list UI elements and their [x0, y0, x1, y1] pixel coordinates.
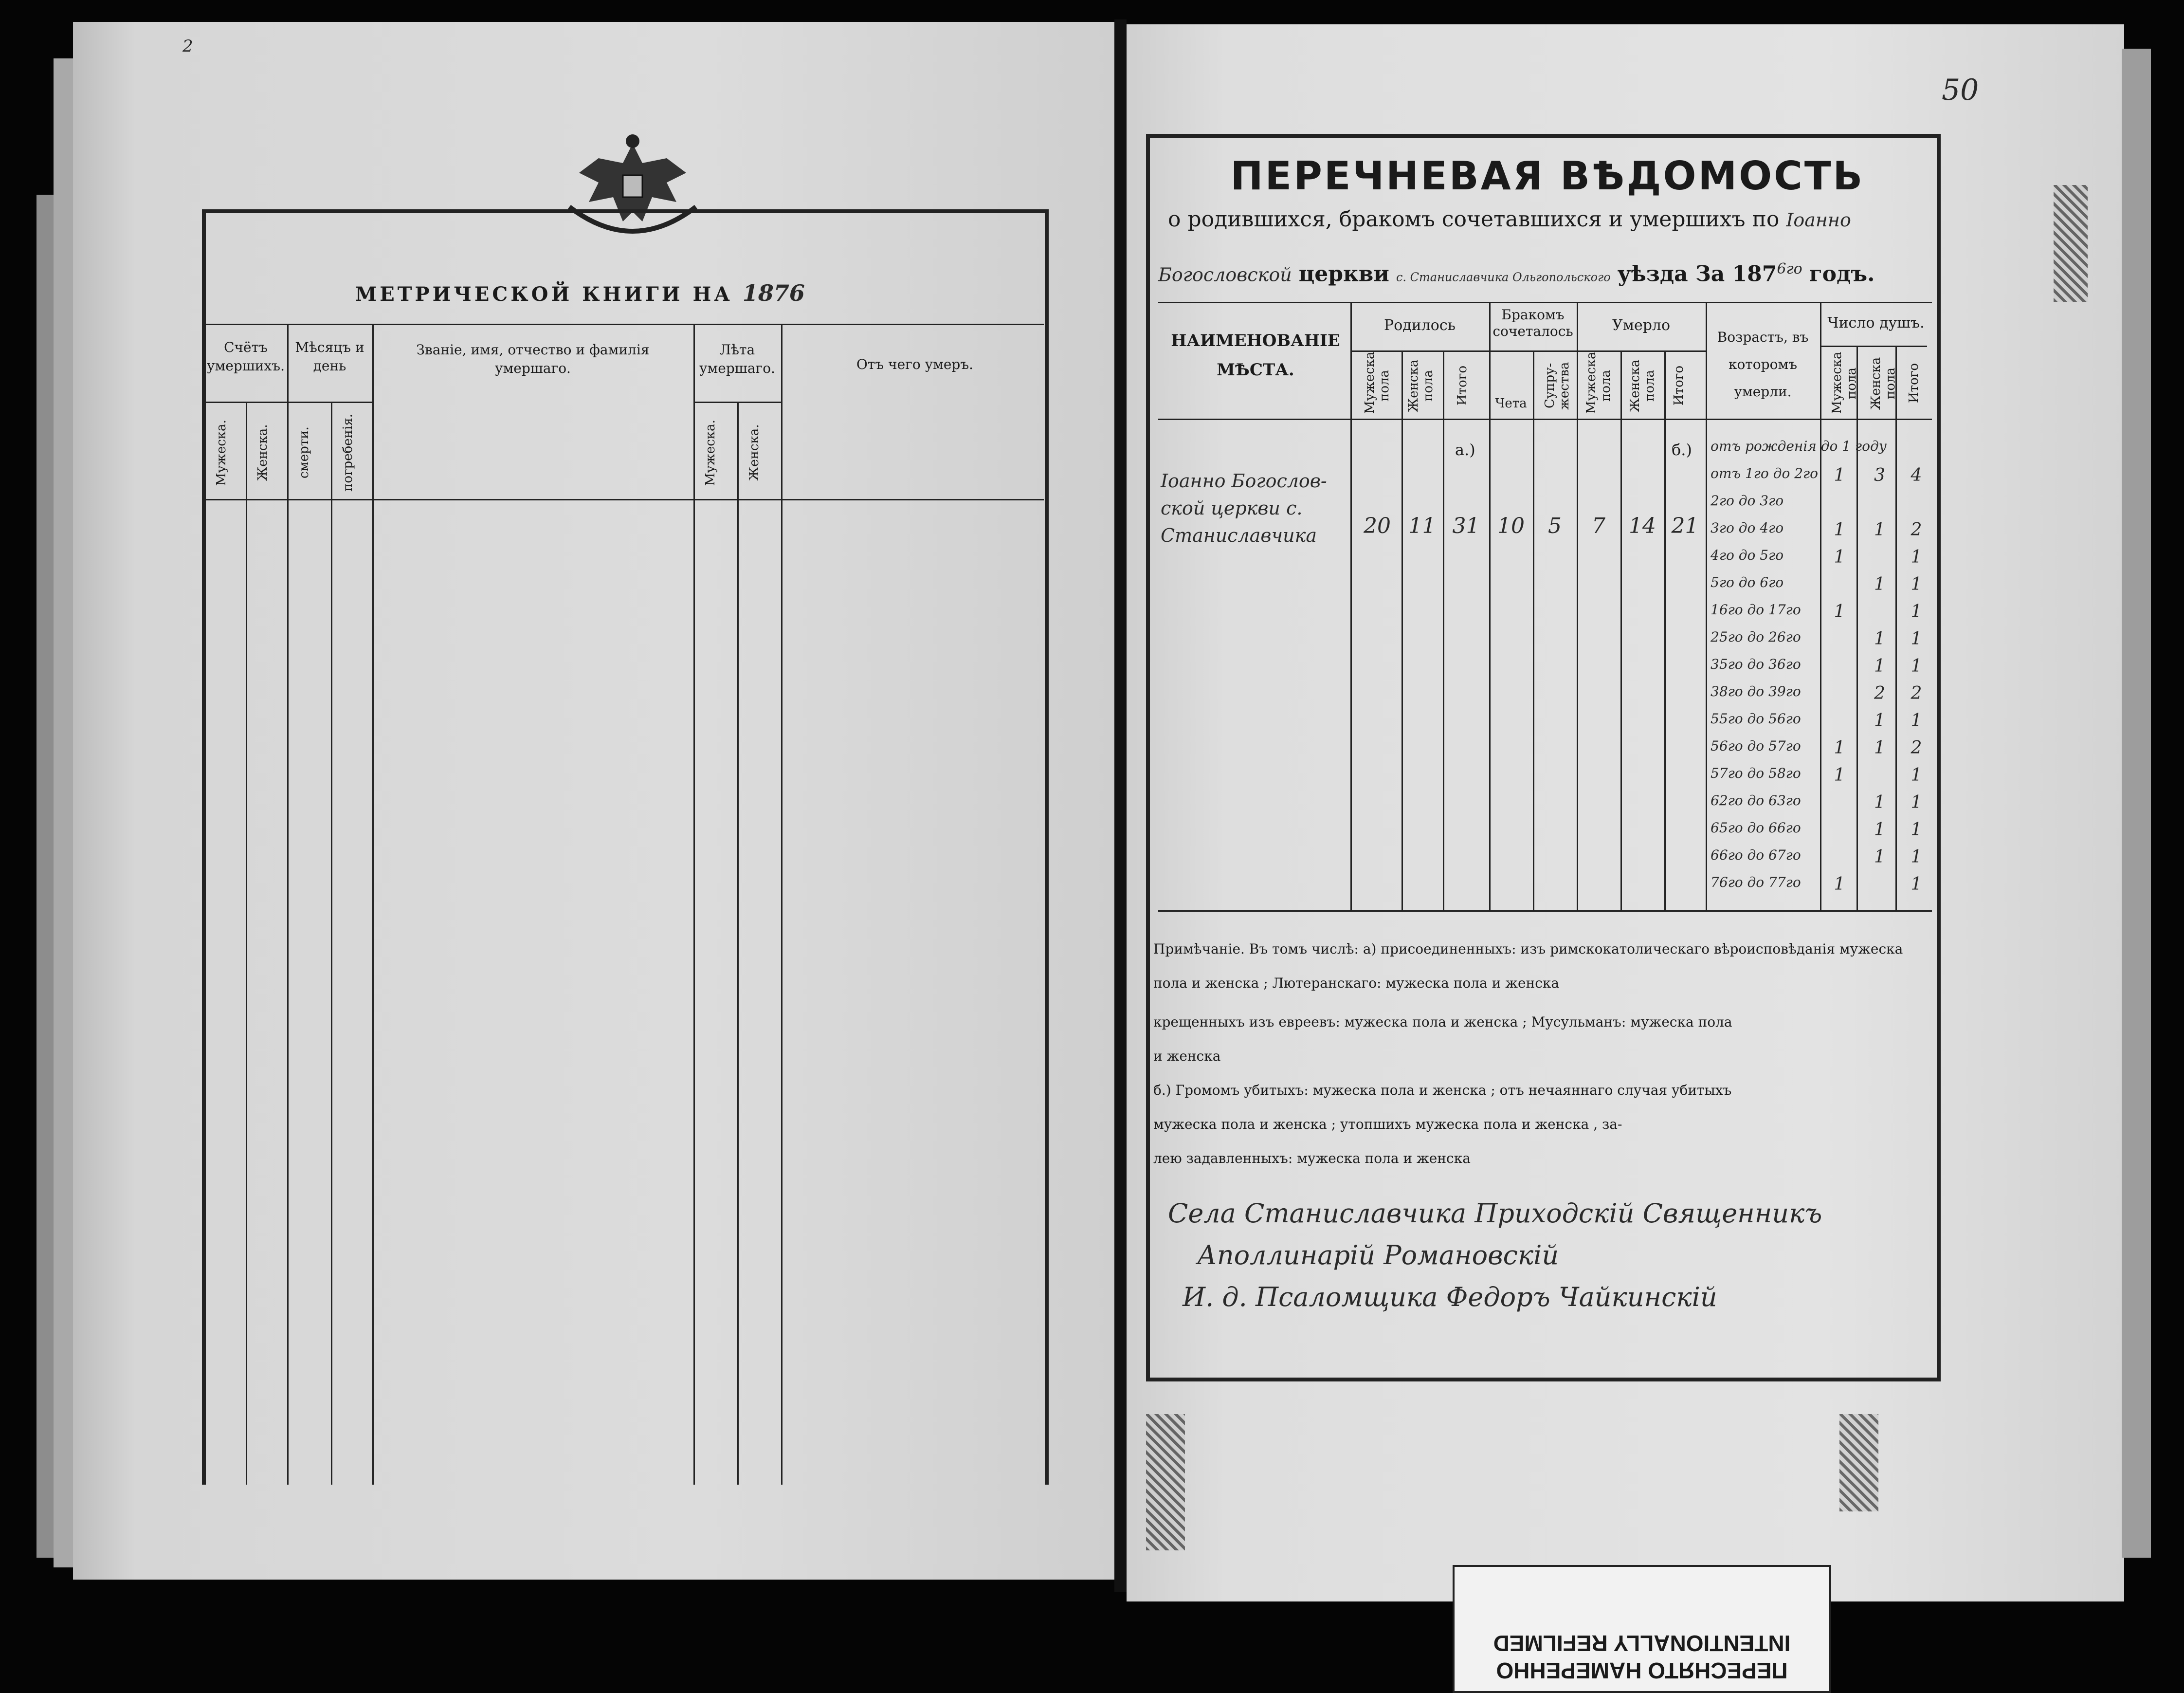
left-col-count: Счётъ умершихъ.: [207, 339, 285, 374]
left-col-div-3: [693, 324, 695, 1485]
left-col-cause: Отъ чего умеръ.: [856, 356, 974, 372]
ornament-right: [1839, 1414, 1878, 1511]
age-row-age: 62го до 63го: [1711, 792, 1801, 809]
entry-died-total: 21: [1671, 514, 1699, 538]
age-row-age: 35го до 36го: [1711, 656, 1801, 672]
right-col-div-m1: [1533, 350, 1534, 910]
left-page: [73, 22, 1114, 1580]
age-row: [1706, 760, 1932, 788]
right-subtitle-hand: Іоанно: [1786, 209, 1851, 231]
left-col-div-1: [287, 324, 289, 1485]
right-subtitle-printed: о родившихся, бракомъ сочетавшихся и умершихъ по: [1168, 207, 1780, 232]
col-souls-total: Итого: [1907, 363, 1921, 404]
notes-line-5: б.) Громомъ убитыхъ: мужеска пола и женска ; отъ нечаяннаго случая убитыхъ: [1153, 1082, 1732, 1098]
age-row-total: 1: [1911, 656, 1922, 676]
age-row-total: 1: [1911, 792, 1922, 812]
left-frame-left: [202, 209, 206, 1485]
stamp-line-2: INTENTIONALLY REFILMED: [1493, 1631, 1791, 1656]
notes-line-1: Примѣчаніе. Въ томъ числѣ: а) присоединенныхъ: изъ римскокатолическаго вѣроисповѣданія мужеска: [1153, 941, 1903, 957]
age-row-female: 1: [1874, 629, 1885, 649]
left-col-month-day: Мѣсяцъ и день: [295, 339, 364, 374]
age-row-female: 1: [1874, 711, 1885, 731]
right-col-div-place: [1350, 302, 1352, 910]
entry-spouses: 5: [1548, 514, 1562, 538]
age-row-age: 2го до 3го: [1711, 493, 1784, 509]
church-name-hand: Богословской: [1158, 264, 1292, 286]
left-frame-right: [1045, 209, 1049, 1485]
left-col-age-male: Мужеска.: [703, 420, 718, 486]
right-subtitle-line2: [1158, 260, 1937, 287]
age-row-age: 65го до 66го: [1711, 820, 1801, 836]
age-row-female: 1: [1874, 792, 1885, 812]
right-col-div-born: [1489, 302, 1491, 910]
right-col-div-married: [1577, 302, 1578, 910]
left-col-div-2: [372, 324, 374, 1485]
stamp-line-1: ПЕРЕСНЯТО НАМЕРЕННО: [1496, 1658, 1788, 1683]
notes-line-3: крещенныхъ изъ евреевъ: мужеска пола и женска ; Мусульманъ: мужеска пола: [1153, 1014, 1732, 1030]
age-row-female: 1: [1874, 574, 1885, 594]
signature-line-1: Села Станиславчика Приходскій Священникъ: [1168, 1198, 1822, 1229]
age-row-total: 1: [1911, 574, 1922, 594]
age-row-total: 2: [1911, 683, 1922, 703]
left-col-div-4: [781, 324, 783, 1485]
age-row-total: 2: [1911, 738, 1922, 758]
left-col-burial: погребенія.: [341, 414, 355, 492]
age-row: [1706, 515, 1932, 542]
right-col-div-b2: [1443, 350, 1444, 910]
left-col-female: Женска.: [255, 424, 270, 481]
age-row: [1706, 624, 1932, 651]
age-row: [1706, 869, 1932, 897]
col-born-male: Мужеска пола: [1363, 351, 1392, 414]
left-col-age-female: Женска.: [747, 424, 762, 481]
col-born-female: Женска пола: [1406, 359, 1436, 412]
age-row-total: 1: [1911, 847, 1922, 867]
col-born-total: Итого: [1455, 366, 1470, 406]
entry-born-female: 11: [1408, 514, 1436, 538]
uezd-hand: с. Станиславчика Ольгопольского: [1396, 270, 1611, 284]
age-row-age: 55го до 56го: [1711, 711, 1801, 727]
age-row-male: 1: [1834, 738, 1845, 758]
right-table-bottom-line: [1158, 910, 1932, 912]
age-row: [1706, 570, 1932, 597]
col-spouses: Супру-жества: [1543, 362, 1572, 410]
left-frame-top: [202, 209, 1049, 213]
notes-line-2: пола и женска ; Лютеранскаго: мужеска пола и женска: [1153, 975, 1560, 991]
left-col-death: смерти.: [297, 426, 311, 479]
uezd-printed: уѣзда За 187: [1617, 261, 1777, 287]
age-row-age: отъ рожденія до 1 году: [1711, 438, 1887, 454]
notes-line-6: мужеска пола и женска ; утопшихъ мужеска пола и женска , за-: [1153, 1116, 1622, 1132]
entry-died-male: 7: [1592, 514, 1605, 538]
age-row-female: 1: [1874, 738, 1885, 758]
col-couples: Чета: [1495, 396, 1527, 411]
year-printed-end: годъ.: [1809, 261, 1875, 287]
age-row-age: отъ 1го до 2го: [1711, 465, 1819, 481]
age-row: [1706, 542, 1932, 570]
left-col-div-2a: [331, 402, 332, 1485]
age-row-total: 4: [1911, 465, 1922, 485]
right-frame-right: [1937, 134, 1941, 1380]
age-row-age: 5го до 6го: [1711, 574, 1784, 590]
left-table-top-line: [204, 324, 1044, 325]
notes: [1153, 932, 1932, 1176]
age-row-age: 57го до 58го: [1711, 765, 1801, 781]
age-row: [1706, 842, 1932, 869]
age-row-total: 1: [1911, 765, 1922, 785]
right-col-div-b1: [1401, 350, 1403, 910]
left-col-div-1a: [246, 402, 247, 1485]
book-gutter: [1114, 19, 1127, 1592]
age-row-male: 1: [1834, 874, 1845, 894]
refilmed-stamp: [1453, 1565, 1831, 1693]
right-frame-left: [1146, 134, 1150, 1380]
age-row: [1706, 597, 1932, 624]
entry-place: Іоанно Богослов-ской церкви с. Станиславчика: [1161, 470, 1327, 546]
right-col-div-d1: [1620, 350, 1622, 910]
right-page-edge: [2122, 49, 2151, 1558]
col-souls-female: Женска пола: [1869, 357, 1898, 410]
left-header-bottom-line: [204, 499, 1044, 500]
notes-line-7: лею задавленныхъ: мужеска пола и женска: [1153, 1150, 1471, 1166]
age-row-age: 3го до 4го: [1711, 520, 1784, 536]
col-souls: Число душъ.: [1827, 314, 1925, 331]
col-place: НАИМЕНОВАНІЕ МѢСТА.: [1171, 331, 1340, 380]
age-rows: [1706, 433, 1932, 897]
age-row-age: 66го до 67го: [1711, 847, 1801, 863]
right-col-div-d2: [1664, 350, 1666, 910]
age-row-female: 3: [1874, 465, 1885, 485]
left-col-name: Званіе, имя, отчество и фамилія умершаго.: [416, 342, 650, 376]
left-col-male: Мужеска.: [214, 420, 229, 486]
right-page-number: 50: [1942, 73, 1979, 107]
left-col-age: Лѣта умершаго.: [699, 342, 775, 376]
signatures: [1168, 1193, 1927, 1318]
mark-a: а.): [1455, 441, 1475, 459]
age-row: [1706, 651, 1932, 679]
col-married: Бракомъ сочеталось: [1492, 307, 1573, 339]
right-subheader-line: [1350, 350, 1706, 352]
age-row-male: 1: [1834, 520, 1845, 540]
age-row-total: 1: [1911, 874, 1922, 894]
age-row-age: 76го до 77го: [1711, 874, 1801, 890]
age-row-age: 56го до 57го: [1711, 738, 1801, 754]
right-header-bottom-line: [1158, 419, 1932, 420]
right-table-top-line: [1158, 302, 1932, 303]
col-age: Возрастъ, въ которомъ умерли.: [1717, 329, 1809, 400]
age-row-total: 1: [1911, 629, 1922, 649]
imperial-eagle-emblem-icon: [550, 129, 715, 251]
age-row-total: 2: [1911, 520, 1922, 540]
entry-born-male: 20: [1364, 514, 1391, 538]
col-died-male: Мужеска пола: [1584, 351, 1613, 414]
age-row-male: 1: [1834, 765, 1845, 785]
age-row-total: 1: [1911, 602, 1922, 622]
age-row-age: 25го до 26го: [1711, 629, 1801, 645]
age-row-total: 1: [1911, 547, 1922, 567]
left-col-div-3a: [737, 402, 739, 1485]
age-row: [1706, 788, 1932, 815]
age-row: [1706, 733, 1932, 760]
entry-died-female: 14: [1629, 514, 1656, 538]
left-header-year: 1876: [742, 280, 805, 306]
souls-subheader-line: [1820, 346, 1927, 347]
left-corner-mark: 2: [182, 37, 193, 56]
age-row-male: 1: [1834, 547, 1845, 567]
right-subtitle: [1168, 207, 1937, 232]
entry-couples: 10: [1497, 514, 1525, 538]
mark-b: б.): [1672, 441, 1692, 459]
right-frame-top: [1146, 134, 1939, 138]
age-row-female: 1: [1874, 847, 1885, 867]
entry-born-total: 31: [1452, 514, 1480, 538]
age-row: [1706, 488, 1932, 515]
age-row-age: 4го до 5го: [1711, 547, 1784, 563]
age-row-female: 1: [1874, 656, 1885, 676]
right-title: ПЕРЕЧНЕВАЯ ВѢДОМОСТЬ: [1230, 153, 1865, 199]
left-header: [355, 280, 842, 306]
age-row-age: 38го до 39го: [1711, 683, 1801, 699]
age-row-total: 1: [1911, 711, 1922, 731]
ornament-left: [1146, 1414, 1185, 1550]
age-row: [1706, 679, 1932, 706]
signature-line-3: И. д. Псаломщика Федоръ Чайкинскій: [1183, 1282, 1717, 1312]
age-row: [1706, 433, 1932, 460]
signature-line-2: Аполлинарій Романовскій: [1197, 1240, 1559, 1270]
church-printed: церкви: [1298, 261, 1389, 287]
age-row-male: 1: [1834, 465, 1845, 485]
col-died-total: Итого: [1672, 366, 1686, 406]
col-died-female: Женска пола: [1628, 359, 1657, 412]
year-hand: 6го: [1777, 260, 1802, 277]
age-row-age: 16го до 17го: [1711, 602, 1801, 618]
right-frame-bottom: [1146, 1378, 1941, 1381]
age-row-female: 1: [1874, 820, 1885, 840]
left-header-title: МЕТРИЧЕСКОЙ КНИГИ НА: [355, 283, 733, 306]
age-row-female: 2: [1874, 683, 1885, 703]
ornament-edge: [2054, 185, 2088, 302]
age-row: [1706, 706, 1932, 733]
notes-line-4: и женска: [1153, 1048, 1221, 1064]
age-row-male: 1: [1834, 602, 1845, 622]
age-row: [1706, 815, 1932, 842]
col-souls-male: Мужеска пола: [1830, 351, 1859, 414]
age-row-total: 1: [1911, 820, 1922, 840]
age-row-female: 1: [1874, 520, 1885, 540]
age-row: [1706, 460, 1932, 488]
col-born: Родилось: [1384, 317, 1456, 334]
col-died: Умерло: [1612, 317, 1671, 334]
